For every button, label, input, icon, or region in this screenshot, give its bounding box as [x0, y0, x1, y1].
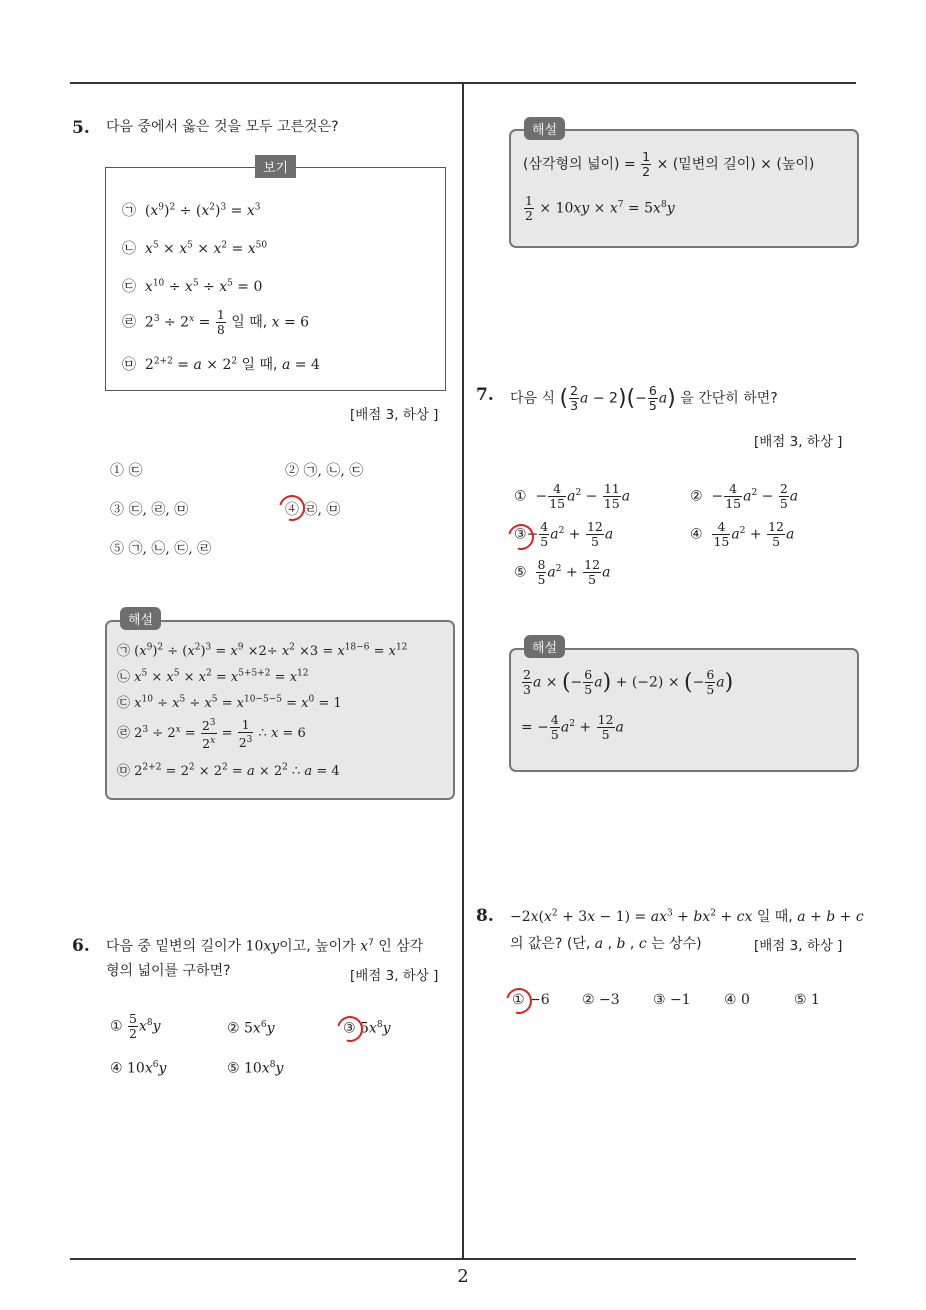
- q6-solution-tag: 해설: [524, 117, 565, 140]
- q8-choice-4[interactable]: ④ 0: [724, 992, 750, 1008]
- q7-solution-tag: 해설: [524, 635, 565, 658]
- q7-choice-2[interactable]: ② − $\frac{4}{15}$ $a^2$ − $\frac{2}{5}$ a: [690, 481, 799, 511]
- q6-answer-mark-icon: [332, 1011, 368, 1047]
- q5-item-3: ㉢ $x^{10} \div x^5 \div x^5 = 0$: [122, 278, 263, 295]
- q5-sol-line-1: ㉠ $(x^9)^2 \div (x^2)^3 = x^9 \times 2\div x^2 \times 3 = x^{18-6} = x^{12}$: [117, 642, 408, 659]
- q5-question: 다음 중에서 옳은 것을 모두 고른것은?: [106, 119, 339, 135]
- q5-example-tag: 보기: [255, 155, 296, 178]
- q5-score: [배점 3, 하상 ]: [350, 407, 439, 423]
- q8-choice-5[interactable]: ⑤ 1: [794, 992, 820, 1008]
- q8-choice-3[interactable]: ③ −1: [653, 992, 691, 1008]
- q6-score: [배점 3, 하상 ]: [350, 968, 439, 984]
- q5-answer-mark-icon: [274, 490, 310, 526]
- q6-question-line-2: 형의 넓이를 구하면?: [106, 963, 231, 979]
- q7-choice-4[interactable]: ④ $\frac{4}{15}$ $a^2$ + $\frac{12}{5}$ a: [690, 519, 795, 549]
- q5-number: 5.: [72, 118, 90, 138]
- q6-choice-1[interactable]: ① $\frac{5}{2}$ $x^8y$: [110, 1011, 161, 1041]
- q8-answer-mark-icon: [501, 983, 537, 1019]
- q5-item-5: ㉤ $2^{2+2} = a \times 2^2$ 일 때, a = 4: [122, 356, 320, 373]
- q6-sol-line-1: (삼각형의 넓이) = $\frac{1}{2}$ × (밑변의 길이) × (높이): [523, 149, 815, 179]
- q5-sol-line-2: ㉡ $x^5 \times x^5 \times x^2 = x^{5+5+2} = x^{12}$: [117, 668, 309, 685]
- q7-choice-3[interactable]: ③− $\frac{4}{5}$ $a^2$ + $\frac{12}{5}$ a: [514, 519, 614, 549]
- q6-choice-5[interactable]: ⑤ $10x^8y$: [227, 1060, 284, 1077]
- q8-question: $-2x(x^2 + 3x - 1) = ax^3 + bx^2$ + cx 일 때, a + b + c: [510, 908, 864, 925]
- q5-choice-4[interactable]: ④ ㉣, ㉤: [285, 502, 341, 518]
- q6-choice-2[interactable]: ② $5x^6y$: [227, 1020, 275, 1037]
- q7-choice-5[interactable]: ⑤ $\frac{8}{5}$ $a^2$ + $\frac{12}{5}$ a: [514, 557, 611, 587]
- q7-sol-line-2: = − $\frac{4}{5}$ $a^2$ + $\frac{12}{5}$ a: [521, 712, 624, 742]
- q5-item-2: ㉡ $x^5 \times x^5 \times x^2 = x^{50}$: [122, 240, 268, 257]
- q6-sol-line-2: $\frac{1}{2}$ × $10xy \times x^7 = 5x^8y$: [525, 193, 675, 223]
- q5-choice-1[interactable]: ① ㉢: [110, 463, 143, 479]
- q8-score: [배점 3, 하상 ]: [754, 938, 843, 954]
- q8-number: 8.: [476, 906, 494, 926]
- bottom-rule: [70, 1258, 856, 1260]
- q5-item-1: ㉠ $(x^9)^2 \div (x^2)^3 = x^3$: [122, 202, 261, 219]
- q7-sol-line-1: $\frac{2}{3}$ a × (− $\frac{6}{5}$ a) + (−2) × (− $\frac{6}{5}$ a): [523, 667, 734, 697]
- q6-question: 다음 중 밑변의 길이가 10xy이고, 높이가 $x^7$ 인 삼각: [106, 938, 424, 955]
- q7-solution-box: [509, 648, 859, 772]
- q7-choice-1[interactable]: ① − $\frac{4}{15}$ $a^2$ − $\frac{11}{15}$ a: [514, 481, 631, 511]
- q5-sol-line-5: ㉤ $2^{2+2} = 2^2 \times 2^2 = a \times 2^2$ ∴ a = 4: [117, 762, 340, 779]
- q5-choice-2[interactable]: ② ㉠, ㉡, ㉢: [285, 463, 364, 479]
- q8-choice-1[interactable]: ① −6: [512, 992, 550, 1008]
- q5-sol-line-3: ㉢ $x^{10} \div x^5 \div x^5 = x^{10-5-5} = x^0 = 1$: [117, 694, 342, 711]
- q6-choice-3[interactable]: ③ $5x^8y$: [343, 1020, 391, 1037]
- q8-question-line-2: 의 값은? (단, a , b , c 는 상수): [510, 936, 702, 952]
- q6-choice-4[interactable]: ④ $10x^6y$: [110, 1060, 167, 1077]
- q7-score: [배점 3, 하상 ]: [754, 434, 843, 450]
- q7-question: 다음 식 ( $\frac{2}{3}$ a − 2)(− $\frac{6}{5}$ a) 을 간단히 하면?: [510, 383, 778, 413]
- q5-solution-tag: 해설: [120, 607, 161, 630]
- q6-solution-box: [509, 129, 859, 248]
- q5-sol-line-4: ㉣ $2^3 \div 2^x$ = $\frac{2^3}{2^x}$ = $\frac{1}{2^3}$ ∴ x = 6: [117, 716, 306, 752]
- q5-choice-5[interactable]: ⑤ ㉠, ㉡, ㉢, ㉣: [110, 541, 212, 557]
- q6-number: 6.: [72, 936, 90, 956]
- q8-choice-2[interactable]: ② −3: [582, 992, 620, 1008]
- q5-choice-3[interactable]: ③ ㉢, ㉣, ㉤: [110, 502, 189, 518]
- page-number: 2: [457, 1266, 469, 1287]
- q7-number: 7.: [476, 385, 494, 405]
- column-divider: [462, 83, 464, 1260]
- q5-item-4: ㉣ $2^3 \div 2^x$ = $\frac{1}{8}$ 일 때, x = 6: [122, 307, 310, 337]
